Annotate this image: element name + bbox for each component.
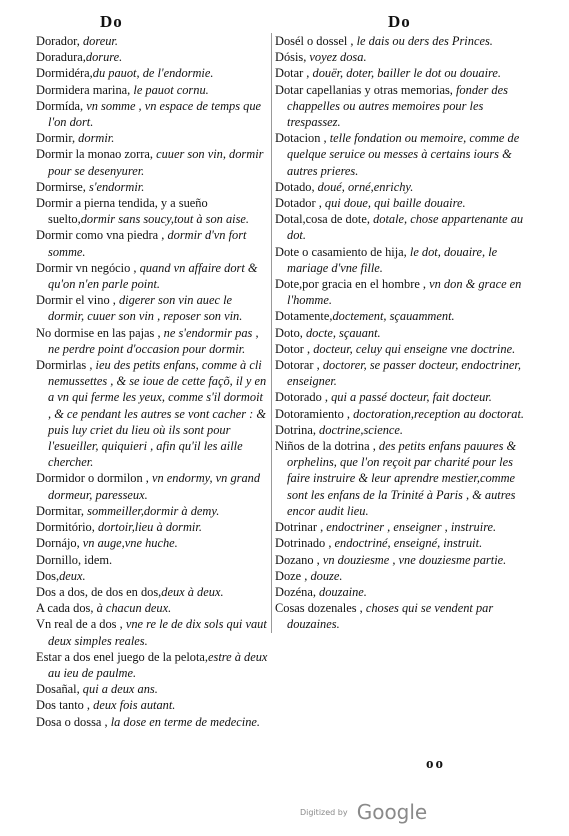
google-watermark (300, 800, 427, 824)
dictionary-entry (275, 49, 535, 65)
dictionary-entry (275, 535, 535, 551)
google-logo: Google (356, 800, 428, 824)
dictionary-entry (36, 535, 268, 551)
dictionary-entry (36, 681, 268, 697)
right-column (271, 33, 535, 633)
entry-headword: Dotar , (275, 66, 310, 81)
entry-headword: Dormir como vna piedra , (36, 228, 165, 243)
entry-headword: Dormir la monao zorra, (36, 147, 153, 162)
dictionary-entry (275, 422, 535, 438)
entry-definition: vn don & grace en l'homme. (287, 277, 522, 308)
dictionary-entry (36, 292, 268, 324)
entry-headword: Dos tanto , (36, 698, 91, 713)
entry-headword: Dormitar, (36, 503, 85, 518)
entry-definition: vn endormy, vn grand dormeur, paresseux. (48, 471, 261, 502)
dictionary-entry (275, 276, 535, 308)
dictionary-entry (36, 552, 268, 568)
dictionary-entry (275, 406, 535, 422)
entry-definition: dorure. (85, 50, 123, 65)
dictionary-entry (275, 244, 535, 276)
dictionary-entry (36, 357, 268, 470)
entry-definition: sommeiller,dormir à demy. (84, 503, 220, 518)
entry-headword: Dormída, (36, 98, 84, 113)
dictionary-entry (275, 82, 535, 131)
dictionary-entry (36, 325, 268, 357)
entry-headword: Dosañal, (36, 682, 80, 697)
entry-definition: ne s'endormir pas , ne perdre point d'occasion pour dormir. (48, 325, 259, 356)
dictionary-entry (36, 33, 268, 49)
dictionary-entry (36, 519, 268, 535)
dictionary-entry (275, 65, 535, 81)
entry-headword: Niños de la dotrina , (275, 439, 376, 454)
entry-definition: qui doue, qui baille douaire. (321, 196, 466, 211)
entry-definition: quand vn affaire dort & qu'on n'en parle point. (48, 260, 258, 292)
entry-definition: dormir sans soucy,tout à son aise. (80, 212, 250, 227)
dictionary-entry (36, 470, 268, 502)
catchword: oo (426, 756, 445, 772)
entry-headword: Dozano , (275, 552, 320, 567)
entry-headword: Dotal,cosa de dote, (275, 212, 370, 227)
dictionary-entry (36, 649, 268, 681)
entry-headword: Cosas dozenales , (275, 601, 363, 616)
entry-definition: vn douziesme , vne douziesme partie. (319, 552, 507, 567)
dictionary-entry (275, 552, 535, 568)
entry-definition: le dais ou ders des Princes. (353, 34, 493, 48)
entry-definition: le pauot cornu. (130, 82, 209, 97)
entry-definition: docte, sçauant. (302, 325, 381, 340)
entry-headword: Vn real de a dos , (36, 617, 123, 632)
running-head-left: Do (100, 12, 123, 31)
entry-definition: estre à deux au ieu de paulme. (48, 649, 268, 680)
dictionary-entry (36, 98, 268, 130)
entry-definition: doreur. (79, 34, 118, 48)
dictionary-entry (275, 389, 535, 405)
entry-headword: Dotacion , (275, 131, 327, 146)
entry-definition: choses qui se vendent par douzaines. (287, 601, 494, 632)
entry-headword: Dotrinar , (275, 520, 324, 535)
entry-definition: à chacun deux. (93, 601, 172, 616)
entry-definition: vn auge,vne huche. (79, 536, 178, 551)
entry-headword: Dotoramiento , (275, 406, 351, 421)
dictionary-entry (275, 179, 535, 195)
entry-definition: deux à deux. (161, 584, 224, 599)
dictionary-entry (36, 195, 268, 227)
entry-definition: doctorer, se passer docteur, endoctriner, enseigner. (287, 358, 521, 389)
dictionary-entry (275, 584, 535, 600)
watermark-prefix: Digitized by (300, 807, 348, 817)
entry-definition: cuuer son vin, dormir pour se desenyurer. (48, 147, 264, 178)
dictionary-entry (36, 714, 268, 730)
entry-headword: Dormir a pierna tendida, y a sueño suelto, (36, 196, 208, 227)
entry-headword: Dotado, (275, 179, 315, 194)
entry-headword: Doto, (275, 325, 303, 340)
entry-headword: A cada dos, (36, 601, 94, 616)
entry-definition: fonder des chappelles ou autres memoires pour les trespassez. (287, 82, 508, 130)
entry-definition: vne re le de dix sols qui vaut deux simples reales. (48, 617, 267, 648)
entry-headword: Dotorado , (275, 390, 328, 405)
entry-definition: doctement, sçauamment. (332, 309, 455, 324)
entry-headword: Dormirse, (36, 179, 86, 194)
entry-definition: deux fois autant. (90, 698, 176, 713)
entry-headword: Doze , (275, 568, 308, 583)
entry-headword: Dornájo, (36, 536, 80, 551)
entry-definition: le dot, douaire, le mariage d'vne fille. (287, 244, 498, 275)
entry-headword: No dormise en las pajas , (36, 325, 161, 340)
entry-headword: Dormidor o dormilon , (36, 471, 149, 486)
dictionary-entry (275, 33, 535, 49)
entry-definition: qui a passé docteur, fait docteur. (328, 390, 492, 405)
dictionary-entry (36, 616, 268, 648)
dictionary-entry (275, 211, 535, 243)
dictionary-entry (36, 65, 268, 81)
entry-headword: Dormir, (36, 131, 76, 146)
entry-headword: Dotamente, (275, 309, 333, 324)
dictionary-entry (36, 503, 268, 519)
dictionary-entry (275, 130, 535, 179)
entry-definition: des petits enfans pauures & orphelins, que l'on reçoit par charité pour les faire instruire & leur aprendre mestier,comme sont les enfans de la Trinité à Paris , & autres encor audit lieu. (287, 439, 517, 518)
entry-definition: deux. (59, 568, 86, 583)
dictionary-entry (36, 82, 268, 98)
entry-headword: Dotar capellanias y otras memorias, (275, 82, 453, 97)
dictionary-entry (275, 568, 535, 584)
entry-headword: Dozéna, (275, 584, 316, 599)
dictionary-entry (36, 568, 268, 584)
entry-headword: Dotrina, (275, 422, 316, 437)
entry-definition: voyez dosa. (306, 50, 367, 65)
entry-definition: digerer son vin auec le dormir, cuuer son vin , reposer son vin. (48, 293, 243, 324)
dictionary-entry (36, 179, 268, 195)
dictionary-entry (275, 519, 535, 535)
entry-headword: Dos, (36, 568, 60, 583)
entry-definition: doué, orné,enrichy. (314, 179, 414, 194)
dictionary-entry (275, 600, 535, 632)
entry-definition: la dose en terme de medecine. (107, 714, 261, 729)
dictionary-entry (36, 260, 268, 292)
entry-headword: Dormir el vino , (36, 293, 116, 308)
entry-headword: Dos a dos, de dos en dos, (36, 584, 162, 599)
entry-definition: s'endormir. (85, 179, 145, 194)
entry-definition: qui a deux ans. (79, 682, 158, 697)
entry-definition: douër, doter, bailler le dot ou douaire. (309, 66, 502, 81)
entry-headword: Dorador, (36, 34, 80, 48)
entry-headword: Dormidéra, (36, 66, 93, 81)
entry-headword: Dormirlas , (36, 358, 93, 373)
entry-headword: Dotorar , (275, 358, 320, 373)
entry-definition: docteur, celuy qui enseigne vne doctrine. (310, 341, 516, 356)
entry-headword: Dotor , (275, 341, 311, 356)
entry-headword: Dormir vn negócio , (36, 260, 137, 275)
dictionary-entry (36, 146, 268, 178)
entry-definition: dormir d'vn fort somme. (48, 228, 247, 259)
dictionary-entry (275, 341, 535, 357)
dictionary-entry (36, 600, 268, 616)
dictionary-entry (36, 227, 268, 259)
entry-definition: du pauot, de l'endormie. (92, 66, 214, 81)
entry-definition: dotale, chose appartenante au dot. (287, 212, 524, 243)
dictionary-entry (275, 325, 535, 341)
running-head-right: Do (388, 12, 411, 31)
left-column (36, 33, 268, 730)
entry-headword: Dósis, (275, 50, 307, 65)
entry-definition: telle fondation ou memoire, comme de quelque seruice ou messes à certains iours & autres prieres. (287, 131, 520, 178)
entry-headword: Estar a dos enel juego de la pelota, (36, 649, 209, 664)
entry-definition: douze. (307, 568, 343, 583)
entry-headword: Dosél o dossel , (275, 34, 354, 48)
entry-headword: Doradura, (36, 50, 86, 65)
entry-definition: endoctriner , enseigner , instruire. (323, 520, 497, 535)
entry-headword: Dotador , (275, 196, 322, 211)
dictionary-entry (36, 49, 268, 65)
entry-definition: dormir. (75, 131, 115, 146)
entry-definition: douzaine. (315, 584, 367, 599)
entry-headword: Dormidera marina, (36, 82, 131, 97)
dictionary-entry (275, 308, 535, 324)
entry-definition: doctoration,reception au doctorat. (350, 406, 525, 421)
dictionary-entry (275, 357, 535, 389)
entry-definition: dortoir,lieu à dormir. (94, 520, 202, 535)
entry-headword: Dormitório, (36, 520, 95, 535)
dictionary-entry (275, 195, 535, 211)
entry-headword: Dosa o dossa , (36, 714, 108, 729)
dictionary-entry (36, 130, 268, 146)
entry-headword: Dote,por gracia en el hombre , (275, 277, 427, 292)
entry-definition: doctrine,science. (315, 422, 403, 437)
entry-definition: endoctriné, enseigné, instruit. (331, 536, 483, 551)
entry-headword: Dote o casamiento de hija, (275, 244, 407, 259)
entry-headword: Dornillo, idem. (36, 552, 113, 567)
entry-definition: vn somme , vn espace de temps que l'on dort. (48, 98, 262, 130)
dictionary-entry (275, 438, 535, 519)
dictionary-entry (36, 697, 268, 713)
entry-headword: Dotrinado , (275, 536, 332, 551)
entry-definition: ieu des petits enfans, comme à cli nemussettes , & se ioue de cette façõ, il y en a vn qui ferme les yeux, comme s'il dormoit , & ce pendant les autres se vont cacher : & puis luy criet du lieu où ils sont pour l'esueiller, quiquieri , afin qu'il les aille chercher. (48, 358, 267, 470)
dictionary-entry (36, 584, 268, 600)
